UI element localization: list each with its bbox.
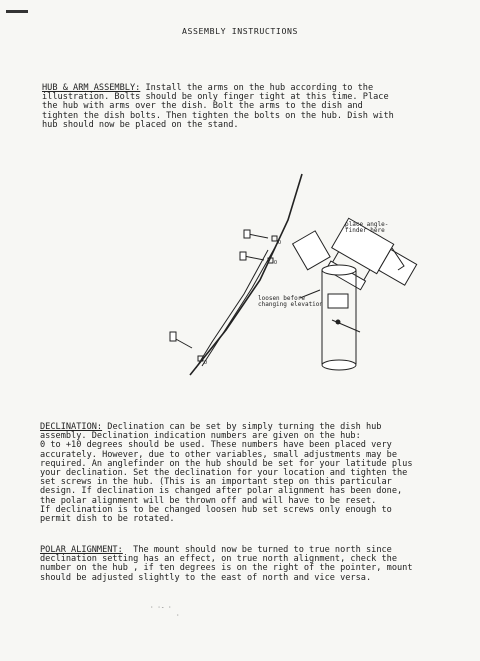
declination-line-9: If declination is to be changed loosen hub set screws only enough to <box>40 504 392 515</box>
hub-assembly-line-4: hub should now be placed on the stand. <box>42 119 239 130</box>
corner-mark <box>6 10 28 13</box>
declination-line-10: permit dish to be rotated. <box>40 514 175 525</box>
hub-assembly-line-1: illustration. Bolts should be only finger tight at this time. Place <box>42 92 389 103</box>
declination-line-4: required. An anglefinder on the hub should be set for your latitude plus <box>40 458 413 469</box>
declination-line-7: design. If declination is changed after polar alignment has been done, <box>40 486 403 497</box>
bolt-tag-middle: O <box>274 260 278 266</box>
declination-line-5: your declination. Set the declination for your location and tighten the <box>40 468 408 479</box>
declination-line-3: accurately. However, due to other variables, small adjustments may be <box>40 449 397 460</box>
polar-alignment-paragraph <box>40 546 413 583</box>
page-title: ASSEMBLY INSTRUCTIONS <box>181 26 299 36</box>
mount-illustration <box>160 170 430 390</box>
declination-line-6: set screws in the hub. (This is an important step on this particular <box>40 477 392 488</box>
declination-line-8: the polar alignment will be thrown off and will have to be reset. <box>40 495 377 506</box>
scan-speck: · <box>176 612 180 619</box>
hub-assembly-line-3: tighten the dish bolts. Then tighten the bolts on the hub. Dish with <box>42 110 394 121</box>
bolt-left-upper <box>244 230 277 241</box>
angle-finder-block <box>293 231 331 270</box>
bolt-tag-upper: O <box>278 240 282 246</box>
declination-paragraph <box>40 423 413 524</box>
declination-heading: DECLINATION: <box>40 422 103 432</box>
hub-assembly-line-2: the hub with arms over the dish. Bolt the arms to the dish and <box>42 101 363 112</box>
hub-assembly-line-0: Install the arms on the hub according to the <box>140 83 374 93</box>
bolt-left-middle <box>240 252 273 263</box>
scan-speck: · ·- · <box>150 604 172 611</box>
declination-line-2: 0 to +10 degrees should be used. These numbers have been placed very <box>40 440 392 451</box>
polar-line-2: number on the hub , if ten degrees is on the right of the pointer, mount <box>40 563 413 574</box>
dish-edge <box>190 174 302 375</box>
hub-assembly-heading: HUB & ARM ASSEMBLY: <box>42 83 141 93</box>
declination-line-1: assembly. Declination indication numbers are given on the hub: <box>40 431 361 442</box>
bolt-left-lower <box>170 332 203 361</box>
polar-line-1: declination setting has an effect, on true north alignment, check the <box>40 554 397 565</box>
polar-alignment-heading: POLAR ALIGNMENT: <box>40 545 123 555</box>
bolt-tag-lower: O <box>204 360 208 366</box>
hub-assembly-paragraph <box>42 84 394 130</box>
loosen-label: loosen before changing elevation <box>258 295 324 309</box>
arm-lower <box>196 250 268 368</box>
angle-finder-label: place angle- finder here <box>345 221 389 235</box>
polar-line-0: The mount should now be turned to true north since <box>122 545 392 555</box>
polar-line-3: should be adjusted slightly to the east of north and vice versa. <box>40 572 372 583</box>
declination-line-0: Declination can be set by simply turning the dish hub <box>102 422 382 432</box>
